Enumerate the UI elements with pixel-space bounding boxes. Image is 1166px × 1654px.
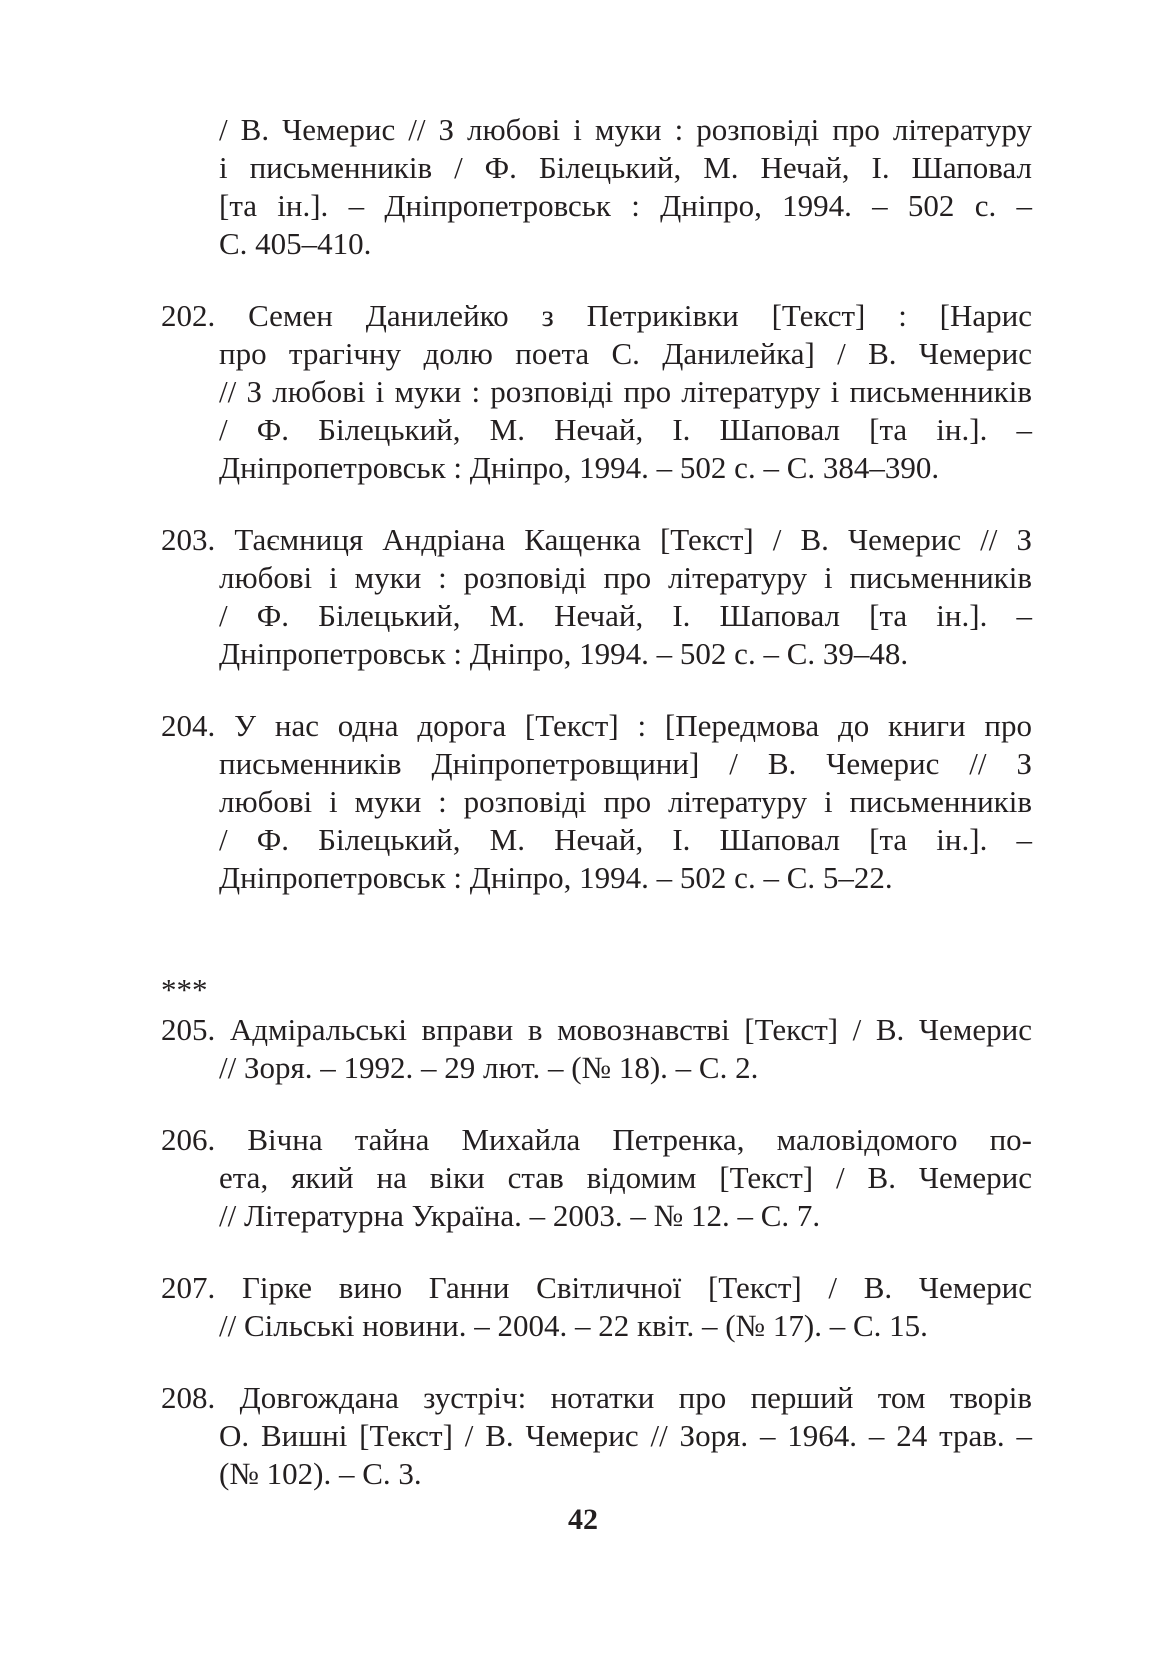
entry-number: 202. bbox=[161, 298, 216, 333]
entry-first-line bbox=[161, 1120, 1032, 1160]
entry-first-line bbox=[161, 706, 1032, 746]
entry-number: 207. bbox=[161, 1270, 216, 1305]
entry-number: 205. bbox=[161, 1012, 216, 1047]
entry-line: // З любові і муки : розповіді про літературу і письменників bbox=[219, 374, 1032, 409]
entry-line: Дніпропетровськ : Дніпро, 1994. – 502 с. – С. 384–390. bbox=[219, 450, 940, 485]
entry-number: 204. bbox=[161, 708, 216, 743]
entry-number: 203. bbox=[161, 522, 216, 557]
entry-number: 206. bbox=[161, 1122, 216, 1157]
entry-line: про трагічну долю поета С. Данилейка] / В. Чемерис bbox=[219, 336, 1032, 371]
entry-line: (№ 102). – С. 3. bbox=[219, 1456, 422, 1491]
entry-line: У нас одна дорога [Текст] : [Передмова до книги про bbox=[234, 708, 1032, 743]
entry-line: / Ф. Білецький, М. Нечай, І. Шаповал [та ін.]. – bbox=[219, 412, 1032, 447]
entry-line: любові і муки : розповіді про літературу і письменників bbox=[219, 784, 1032, 819]
entry-line: / Ф. Білецький, М. Нечай, І. Шаповал [та ін.]. – bbox=[219, 598, 1032, 633]
entry-line: // Літературна Україна. – 2003. – № 12. – С. 7. bbox=[219, 1198, 821, 1233]
entry-line: письменників Дніпропетровщини] / В. Чемерис // З bbox=[219, 746, 1032, 781]
entry-first-line bbox=[161, 1010, 1032, 1050]
section-separator: *** bbox=[161, 972, 208, 1007]
entry-line: С. 405–410. bbox=[219, 226, 372, 261]
entry-line: Гірке вино Ганни Світличної [Текст] / В. Чемерис bbox=[241, 1270, 1033, 1305]
entry-line: Семен Данилейко з Петриківки [Текст] : [Нарис bbox=[248, 298, 1032, 333]
entry-line: Довгождана зустріч: нотатки про перший том творів bbox=[239, 1380, 1032, 1415]
entry-line: // Сільські новини. – 2004. – 22 квіт. – (№ 17). – С. 15. bbox=[219, 1308, 928, 1343]
entry-line: // Зоря. – 1992. – 29 лют. – (№ 18). – С. 2. bbox=[219, 1050, 759, 1085]
entry-first-line bbox=[161, 1268, 1032, 1308]
entry-line: Таємниця Андріана Кащенка [Текст] / В. Чемерис // З bbox=[234, 522, 1032, 557]
entry-line: Дніпропетровськ : Дніпро, 1994. – 502 с. – С. 39–48. bbox=[219, 636, 909, 671]
entry-line: любові і муки : розповіді про літературу і письменників bbox=[219, 560, 1032, 595]
entry-line: / Ф. Білецький, М. Нечай, І. Шаповал [та ін.]. – bbox=[219, 822, 1032, 857]
entry-line: Адміральські вправи в мовознавстві [Текст] / В. Чемерис bbox=[229, 1012, 1033, 1047]
entry-first-line bbox=[161, 520, 1032, 560]
entry-line: О. Вишні [Текст] / В. Чемерис // Зоря. – 1964. – 24 трав. – bbox=[219, 1418, 1032, 1453]
entry-line: Дніпропетровськ : Дніпро, 1994. – 502 с. – С. 5–22. bbox=[219, 860, 893, 895]
entry-line: [та ін.]. – Дніпропетровськ : Дніпро, 1994. – 502 с. – bbox=[219, 188, 1032, 223]
page-number: 42 bbox=[568, 1503, 598, 1536]
entry-first-line bbox=[161, 296, 1032, 336]
entry-number: 208. bbox=[161, 1380, 216, 1415]
entry-line: / В. Чемерис // З любові і муки : розповіді про літературу bbox=[219, 112, 1032, 147]
entry-line: ета, який на віки став відомим [Текст] / В. Чемерис bbox=[219, 1160, 1032, 1195]
entry-line: Вічна тайна Михайла Петренка, маловідомого по- bbox=[247, 1122, 1032, 1157]
entry-first-line bbox=[161, 1378, 1032, 1418]
entry-line: і письменників / Ф. Білецький, М. Нечай, І. Шаповал bbox=[219, 150, 1032, 185]
